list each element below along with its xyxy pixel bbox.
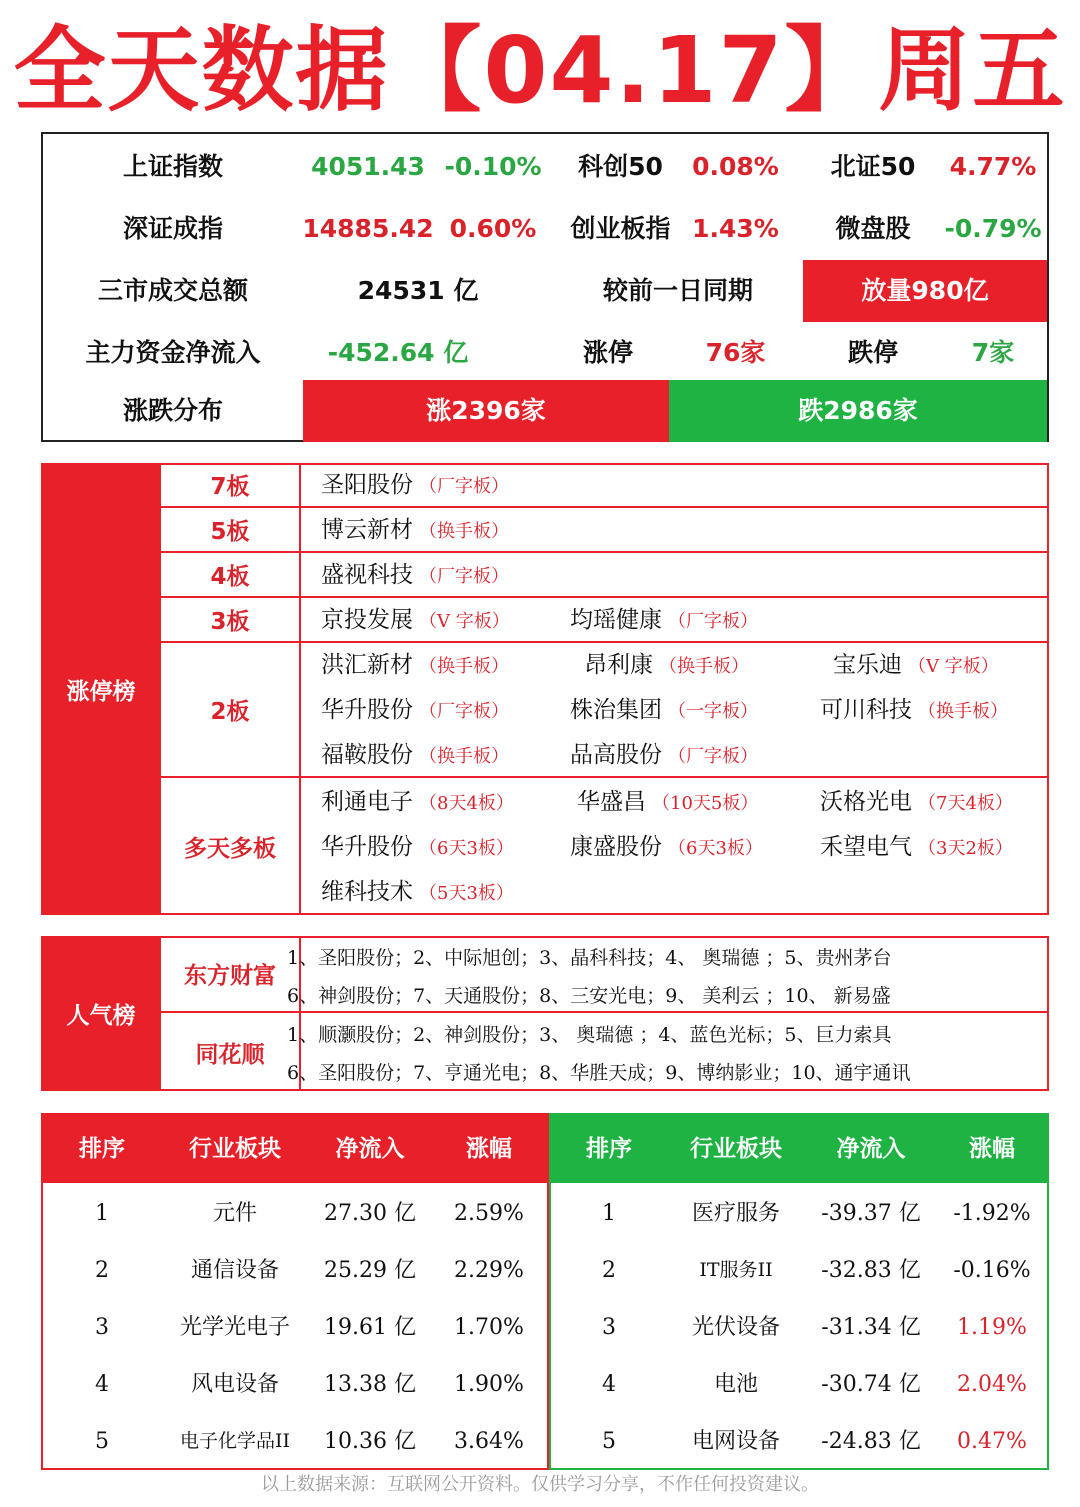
stock-item: 株治集团 （一字板）	[570, 697, 758, 723]
stock-item: 盛视科技 （厂字板）	[321, 562, 509, 588]
footer-disclaimer: 以上数据来源：互联网公开资料。仅供学习分享，不作任何投资建议。	[261, 1474, 819, 1495]
board-row-label: 4板	[161, 553, 301, 596]
popularity-line: 1、顺灏股份；2、神剑股份；3、 奥瑞德 ；4、蓝色光标；5、巨力索具	[287, 1024, 892, 1046]
header-change: 涨幅	[466, 1136, 512, 1162]
table-cell-sector: 元件	[212, 1201, 257, 1226]
board-row-label: 多天多板	[161, 778, 301, 915]
stock-item: 洪汇新材 （换手板）	[321, 652, 509, 678]
popularity-source-label: 东方财富	[161, 936, 301, 1011]
stock-item: 均瑶健康 （厂字板）	[570, 607, 758, 633]
board-row-5	[161, 508, 1049, 553]
market-row-4	[43, 322, 1047, 384]
market-row-2	[43, 198, 1047, 260]
table-cell-rank: 1	[95, 1201, 109, 1226]
kc50-label: 科创50	[578, 152, 663, 181]
board-row-multi	[161, 778, 1049, 915]
table-cell-sector: 光学光电子	[179, 1315, 290, 1340]
inflow-label: 主力资金净流入	[85, 338, 261, 367]
table-cell-flow: -32.83 亿	[821, 1258, 921, 1283]
popularity-line: 1、圣阳股份；2、中际旭创；3、晶科科技；4、 奥瑞德 ；5、贵州茅台	[287, 947, 892, 969]
table-cell-rank: 1	[602, 1201, 616, 1226]
limit-down-count: 7家	[971, 338, 1015, 367]
table-cell-sector: IT服务II	[699, 1259, 773, 1281]
stock-item: 维科技术 （5天3板）	[321, 879, 514, 905]
header-rank: 排序	[586, 1136, 632, 1162]
popularity-line: 6、神剑股份；7、天通股份；8、三安光电；9、 美利云 ；10、 新易盛	[287, 985, 891, 1007]
compare-value-badge: 放量980亿	[803, 260, 1047, 322]
table-cell-flow: 25.29 亿	[324, 1258, 416, 1283]
limit-up-board-title: 涨停榜	[41, 463, 161, 915]
table-cell-change: -1.92%	[953, 1201, 1031, 1226]
table-cell-rank: 5	[95, 1429, 109, 1454]
market-row-1	[43, 136, 1047, 198]
stock-item: 禾望电气 （3天2板）	[820, 834, 1013, 860]
table-cell-rank: 3	[602, 1315, 616, 1340]
table-cell-sector: 电池	[713, 1372, 758, 1397]
table-cell-sector: 电子化学品II	[179, 1430, 290, 1452]
header-change: 涨幅	[969, 1136, 1015, 1162]
table-cell-rank: 2	[95, 1258, 109, 1283]
table-cell-flow: -30.74 亿	[821, 1372, 921, 1397]
sz-index-value: 14885.42	[302, 214, 434, 243]
limit-up-count: 76家	[705, 338, 766, 367]
table-cell-flow: -39.37 亿	[821, 1201, 921, 1226]
bz50-label: 北证50	[830, 152, 916, 181]
table-cell-sector: 光伏设备	[691, 1315, 780, 1340]
stock-item: 可川科技 （换手板）	[820, 697, 1008, 723]
cy-index-label: 创业板指	[570, 214, 671, 243]
table-cell-change: -0.16%	[953, 1258, 1031, 1283]
market-summary-panel	[41, 132, 1049, 442]
inflow-table-header	[43, 1115, 547, 1183]
board-row-4	[161, 553, 1049, 598]
table-cell-change: 0.47%	[957, 1429, 1027, 1454]
table-cell-flow: 27.30 亿	[324, 1201, 416, 1226]
table-cell-sector: 医疗服务	[691, 1201, 780, 1226]
sh-index-change: -0.10%	[444, 152, 542, 181]
inflow-sector-table	[41, 1113, 549, 1470]
table-cell-sector: 通信设备	[190, 1258, 279, 1283]
table-cell-flow: 13.38 亿	[324, 1372, 416, 1397]
limit-up-label: 涨停	[582, 338, 633, 367]
stock-item: 京投发展 （V 字板）	[321, 607, 510, 633]
outflow-table-header	[551, 1115, 1047, 1183]
header-sector: 行业板块	[189, 1136, 281, 1162]
sz-index-label: 深证成指	[122, 214, 223, 243]
fall-count-bar: 跌2986家	[669, 380, 1047, 442]
sh-index-label: 上证指数	[122, 152, 223, 181]
sz-index-change: 0.60%	[449, 214, 537, 243]
board-row-2	[161, 643, 1049, 778]
popularity-line: 6、圣阳股份；7、亨通光电；8、华胜天成；9、博纳影业；10、通宇通讯	[287, 1062, 911, 1084]
stock-item: 华升股份 （厂字板）	[321, 697, 509, 723]
market-row-3	[43, 260, 1047, 322]
board-row-3	[161, 598, 1049, 643]
board-row-label: 2板	[161, 643, 301, 776]
header-flow: 净流入	[836, 1136, 906, 1162]
cy-index-change: 1.43%	[692, 214, 779, 243]
stock-item: 圣阳股份 （厂字板）	[321, 472, 509, 498]
micro-cap-label: 微盘股	[835, 214, 911, 243]
micro-cap-change: -0.79%	[944, 214, 1042, 243]
stock-item: 利通电子 （8天4板）	[321, 789, 514, 815]
table-cell-change: 2.59%	[454, 1201, 524, 1226]
rise-count-bar: 涨2396家	[303, 380, 669, 442]
distribution-label: 涨跌分布	[122, 396, 223, 425]
sh-index-value: 4051.43	[311, 152, 425, 181]
board-row-7	[161, 463, 1049, 508]
turnover-label: 三市成交总额	[97, 276, 248, 305]
table-cell-flow: -31.34 亿	[821, 1315, 921, 1340]
table-cell-sector: 风电设备	[190, 1372, 279, 1397]
stock-item: 宝乐迪 （V 字板）	[833, 652, 999, 678]
board-row-label: 3板	[161, 598, 301, 641]
limit-down-label: 跌停	[847, 338, 898, 367]
stock-item: 品高股份 （厂字板）	[570, 742, 758, 768]
popularity-board-title: 人气榜	[41, 936, 161, 1091]
header-rank: 排序	[79, 1136, 125, 1162]
table-cell-sector: 电网设备	[691, 1429, 780, 1454]
stock-item: 华升股份 （6天3板）	[321, 834, 514, 860]
table-cell-change: 3.64%	[454, 1429, 524, 1454]
stock-item: 博云新材 （换手板）	[321, 517, 509, 543]
compare-label: 较前一日同期	[602, 276, 753, 305]
stock-item: 康盛股份 （6天3板）	[570, 834, 763, 860]
stock-item: 福鞍股份 （换手板）	[321, 742, 509, 768]
turnover-value: 24531 亿	[357, 276, 479, 305]
limit-up-board	[41, 463, 1049, 915]
outflow-sector-table	[549, 1113, 1049, 1470]
table-cell-rank: 3	[95, 1315, 109, 1340]
board-row-label: 7板	[161, 463, 301, 506]
table-cell-rank: 4	[95, 1372, 109, 1397]
stock-item: 昂利康 （换手板）	[584, 652, 749, 678]
table-cell-change: 1.90%	[454, 1372, 524, 1397]
header-sector: 行业板块	[690, 1136, 782, 1162]
table-cell-change: 1.70%	[454, 1315, 524, 1340]
table-cell-change: 1.19%	[957, 1315, 1027, 1340]
popularity-source-label: 同花顺	[161, 1013, 301, 1091]
table-cell-flow: -24.83 亿	[821, 1429, 921, 1454]
page-title: 全天数据【04.17】周五	[13, 17, 1067, 124]
stock-item: 沃格光电 （7天4板）	[820, 789, 1013, 815]
table-cell-change: 2.29%	[454, 1258, 524, 1283]
board-row-label: 5板	[161, 508, 301, 551]
table-cell-change: 2.04%	[957, 1372, 1027, 1397]
table-cell-rank: 2	[602, 1258, 616, 1283]
table-cell-flow: 10.36 亿	[324, 1429, 416, 1454]
kc50-change: 0.08%	[692, 152, 779, 181]
bz50-change: 4.77%	[949, 152, 1037, 181]
inflow-value: -452.64 亿	[327, 338, 469, 367]
table-cell-rank: 4	[602, 1372, 616, 1397]
table-cell-flow: 19.61 亿	[324, 1315, 416, 1340]
table-cell-rank: 5	[602, 1429, 616, 1454]
stock-item: 华盛昌 （10天5板）	[577, 789, 759, 815]
market-row-5	[43, 380, 1047, 442]
header-flow: 净流入	[335, 1136, 405, 1162]
